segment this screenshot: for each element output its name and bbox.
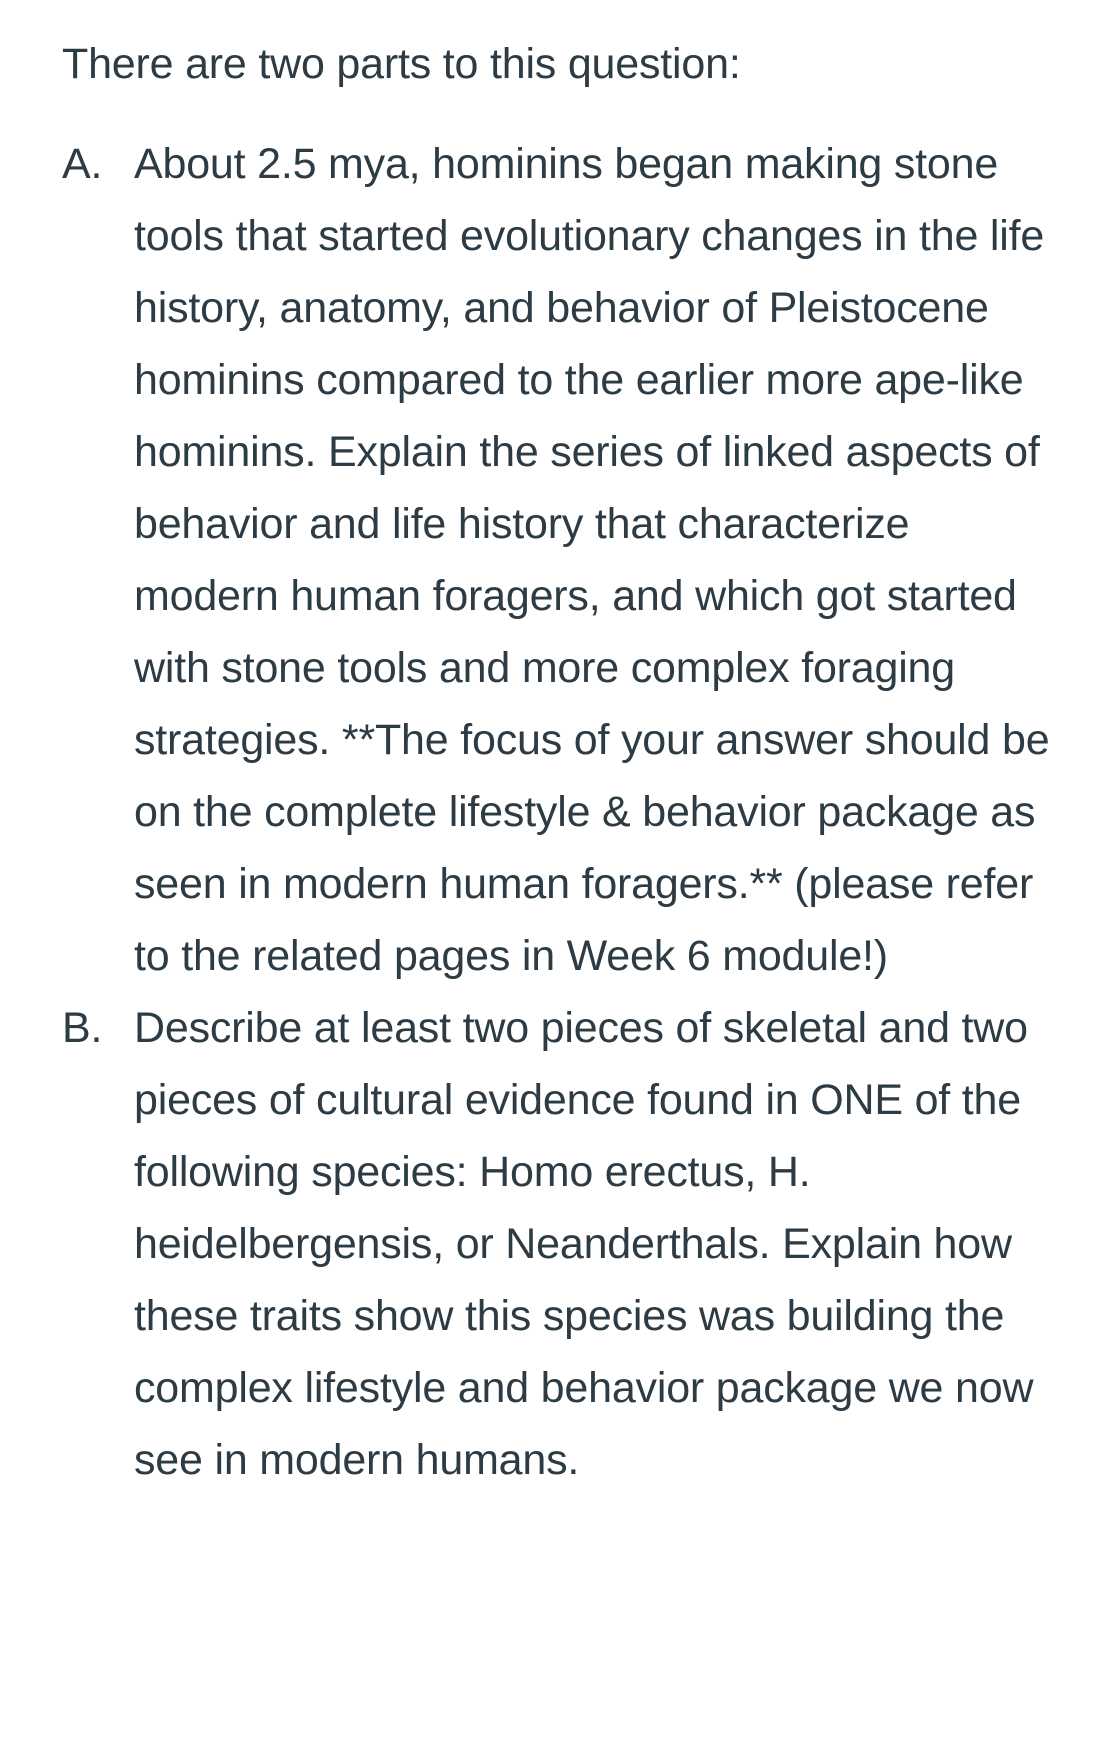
question-part-a xyxy=(62,128,1052,992)
question-parts-list xyxy=(62,128,1052,1496)
part-a-marker: A. xyxy=(62,140,103,188)
part-a-text: About 2.5 mya, hominins began making stone tools that started evolutionary changes in the life history, anatomy, and behavior of Pleistocene hominins compared to the earlier more ape-like hominins. Explain the series of linked aspects of behavior and life history that characterize modern human foragers, and which got started with stone tools and more complex foraging strategies. **The focus of your answer should be on the complete lifestyle & behavior package as seen in modern human foragers.** (please refer to the related pages in Week 6 module!) xyxy=(134,140,1050,980)
question-intro: There are two parts to this question: xyxy=(62,40,741,88)
part-b-text: Describe at least two pieces of skeletal and two pieces of cultural evidence found in ONE of the following species: Homo erectus, H. heidelbergensis, or Neanderthals. Explain how these traits show this species was building the complex lifestyle and behavior package we now see in modern humans. xyxy=(134,1004,1034,1484)
part-b-marker: B. xyxy=(62,1004,103,1052)
question-part-b xyxy=(62,992,1052,1496)
